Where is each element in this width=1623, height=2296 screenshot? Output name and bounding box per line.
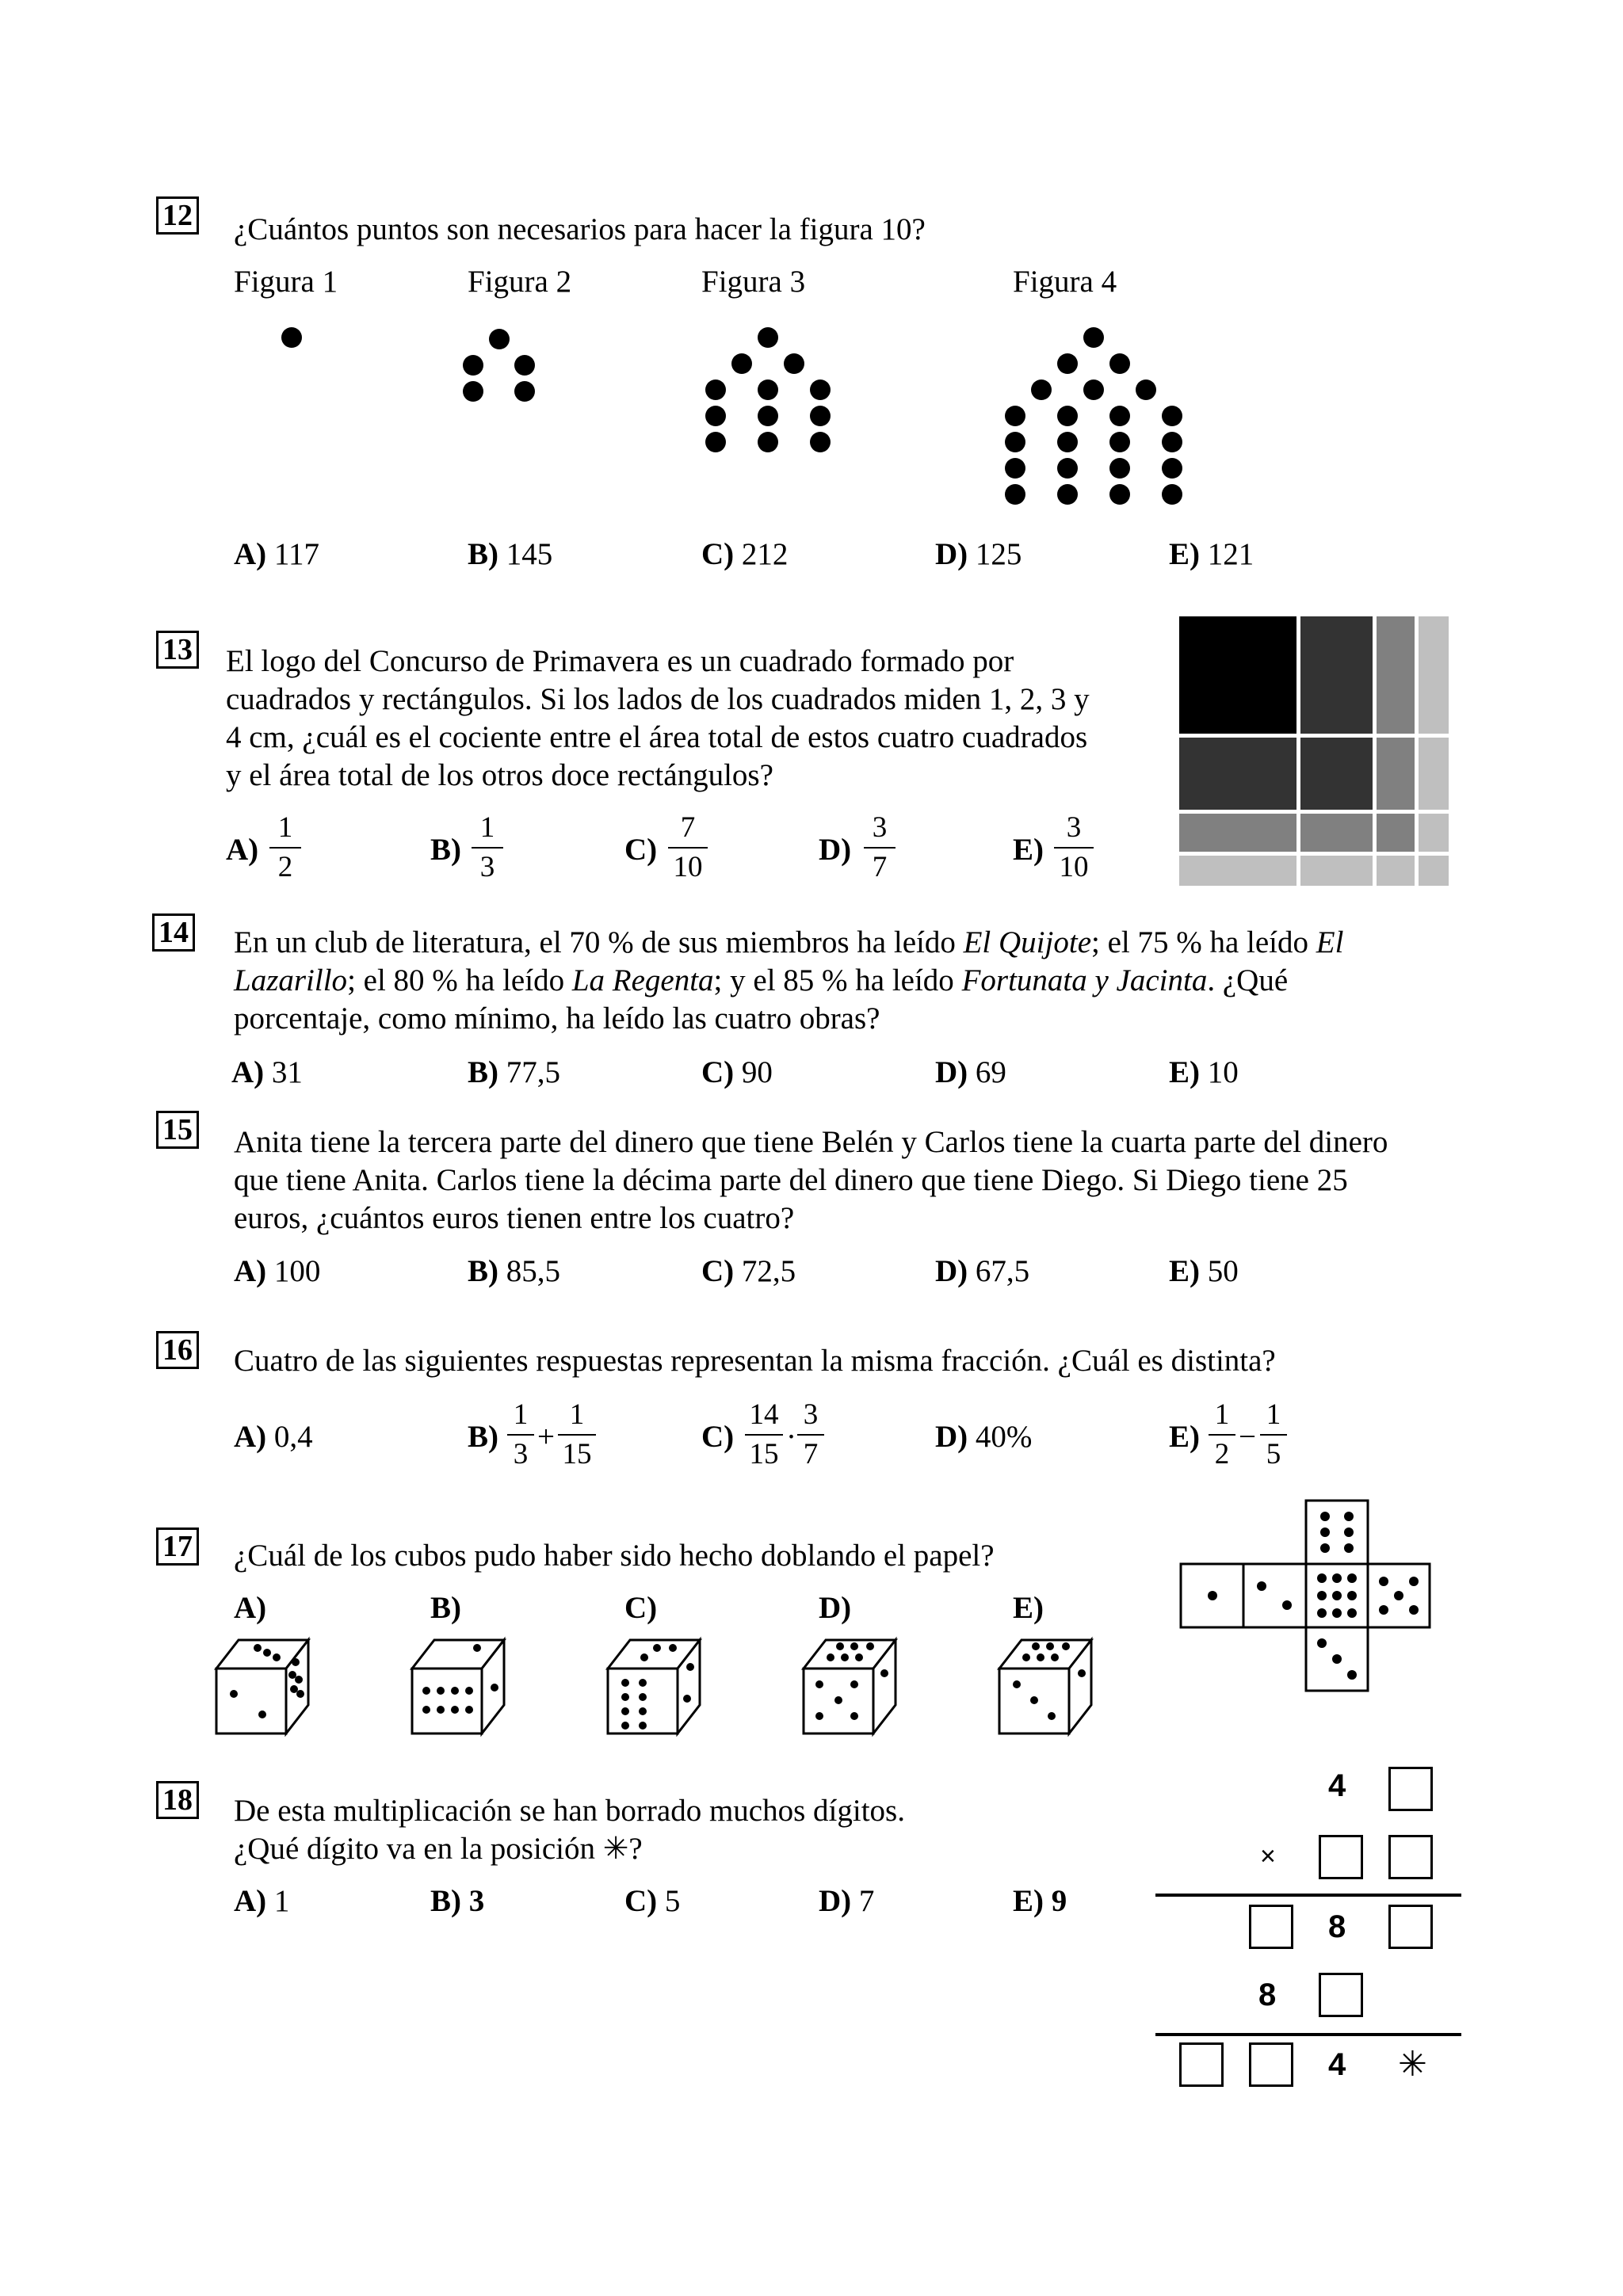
dot xyxy=(705,379,726,400)
rule-line-1 xyxy=(1155,1894,1461,1897)
logo-rect xyxy=(1419,814,1449,852)
q12-option-b[interactable]: B) 145 xyxy=(468,537,553,571)
times-sign: × xyxy=(1260,1841,1276,1871)
digit-partial-1: 8 xyxy=(1328,1909,1346,1944)
question-13-line-1: El logo del Concurso de Primavera es un cuadrado formado por xyxy=(226,644,1014,678)
question-15-line-1: Anita tiene la tercera parte del dinero que tiene Belén y Carlos tiene la cuarta parte del dinero xyxy=(234,1125,1388,1159)
q15-option-e[interactable]: E) 50 xyxy=(1169,1254,1239,1288)
dot xyxy=(1109,484,1130,505)
question-13-line-3: 4 cm, ¿cuál es el cociente entre el área total de estos cuatro cuadrados xyxy=(226,720,1088,754)
blank-box xyxy=(1319,1973,1363,2017)
q15-option-d[interactable]: D) 67,5 xyxy=(935,1254,1030,1288)
blank-box xyxy=(1319,1835,1363,1879)
q13-option-a[interactable]: A) xyxy=(226,833,259,867)
q14-option-d[interactable]: D) 69 xyxy=(935,1055,1006,1089)
dot xyxy=(784,353,804,374)
dot xyxy=(1005,484,1025,505)
dot xyxy=(1005,432,1025,452)
question-number-18: 18 xyxy=(156,1781,199,1819)
digit-result: 4 xyxy=(1328,2047,1346,2082)
question-17-text: ¿Cuál de los cubos pudo haber sido hecho doblando el papel? xyxy=(234,1539,995,1573)
q17-option-a[interactable]: A) xyxy=(234,1591,267,1625)
q17-option-b[interactable]: B) xyxy=(430,1591,461,1625)
q16-option-e[interactable]: E) xyxy=(1169,1420,1200,1454)
q14-option-c[interactable]: C) 90 xyxy=(701,1055,773,1089)
question-14-line-1: En un club de literatura, el 70 % de sus miembros ha leído El Quijote; el 75 % ha leído El xyxy=(234,925,1344,959)
blank-box xyxy=(1388,1905,1433,1949)
q12-option-a[interactable]: A) 117 xyxy=(234,537,319,571)
dot xyxy=(1005,406,1025,426)
q16-option-d[interactable]: D) 40% xyxy=(935,1420,1033,1454)
rule-line-2 xyxy=(1155,2033,1461,2036)
q16-b-fraction-1: 1 3 xyxy=(507,1399,534,1470)
q18-option-a[interactable]: A) 1 xyxy=(234,1884,290,1918)
q16-c-fraction-1: 14 15 xyxy=(745,1399,783,1470)
logo-rect xyxy=(1377,616,1415,734)
question-14-line-2: Lazarillo; el 80 % ha leído La Regenta; y el 85 % ha leído Fortunata y Jacinta. ¿Qué xyxy=(234,963,1289,997)
logo-rect xyxy=(1377,856,1415,886)
dot xyxy=(1136,379,1156,400)
logo-square-4 xyxy=(1179,616,1296,734)
question-number-14: 14 xyxy=(152,913,195,952)
dot xyxy=(514,381,535,402)
question-15-line-2: que tiene Anita. Carlos tiene la décima parte del dinero que tiene Diego. Si Diego tiene 25 xyxy=(234,1163,1348,1197)
q15-option-b[interactable]: B) 85,5 xyxy=(468,1254,560,1288)
dot xyxy=(758,327,778,348)
question-13-line-4: y el área total de los otros doce rectángulos? xyxy=(226,758,773,792)
q16-e-operator: − xyxy=(1239,1420,1256,1454)
dot xyxy=(810,406,831,426)
dot xyxy=(1057,432,1078,452)
dot-figures xyxy=(0,0,1623,523)
q16-e-fraction-2: 1 5 xyxy=(1260,1399,1287,1470)
dot xyxy=(705,432,726,452)
q12-option-e[interactable]: E) 121 xyxy=(1169,537,1254,571)
dot xyxy=(1005,458,1025,479)
logo-rect xyxy=(1179,856,1296,886)
question-15-line-3: euros, ¿cuántos euros tienen entre los cuatro? xyxy=(234,1201,795,1235)
blank-box xyxy=(1388,1835,1433,1879)
cube-option-d[interactable] xyxy=(797,1630,908,1741)
digit-partial-2: 8 xyxy=(1258,1978,1277,2012)
dot xyxy=(1162,432,1182,452)
q16-c-operator: · xyxy=(786,1420,796,1454)
blank-box xyxy=(1249,2042,1293,2087)
digit-top: 4 xyxy=(1328,1768,1346,1803)
q15-option-a[interactable]: A) 100 xyxy=(234,1254,321,1288)
logo-rect xyxy=(1179,738,1296,810)
dot xyxy=(731,353,752,374)
dot xyxy=(1162,406,1182,426)
figure-label-3: Figura 3 xyxy=(701,265,806,299)
q18-option-c[interactable]: C) 5 xyxy=(624,1884,681,1918)
q17-option-c[interactable]: C) xyxy=(624,1591,658,1625)
logo-rect xyxy=(1300,856,1373,886)
dot xyxy=(1057,353,1078,374)
figure-label-2: Figura 2 xyxy=(468,265,572,299)
q16-b-fraction-2: 1 15 xyxy=(558,1399,596,1470)
q13-fraction-d: 3 7 xyxy=(864,812,896,883)
dot xyxy=(705,406,726,426)
logo-rect xyxy=(1179,814,1296,852)
q17-option-e[interactable]: E) xyxy=(1013,1591,1044,1625)
question-13-line-2: cuadrados y rectángulos. Si los lados de los cuadrados miden 1, 2, 3 y xyxy=(226,682,1090,716)
q18-option-e[interactable]: E) 9 xyxy=(1013,1884,1067,1918)
question-16-text: Cuatro de las siguientes respuestas representan la misma fracción. ¿Cuál es distinta? xyxy=(234,1344,1276,1378)
q13-option-e[interactable]: E) xyxy=(1013,833,1044,867)
figure-label-1: Figura 1 xyxy=(234,265,338,299)
blank-box xyxy=(1388,1767,1433,1811)
question-number-17: 17 xyxy=(156,1527,199,1566)
q13-fraction-b: 1 3 xyxy=(472,812,503,883)
question-14-line-3: porcentaje, como mínimo, ha leído las cuatro obras? xyxy=(234,1001,880,1035)
logo-rect xyxy=(1419,738,1449,810)
q16-c-fraction-2: 3 7 xyxy=(797,1399,824,1470)
q14-option-b[interactable]: B) 77,5 xyxy=(468,1055,560,1089)
dot xyxy=(1031,379,1052,400)
q16-option-a[interactable]: A) 0,4 xyxy=(234,1420,313,1454)
q13-fraction-e: 3 10 xyxy=(1054,812,1094,883)
cube-option-a[interactable] xyxy=(210,1630,321,1741)
q17-option-d[interactable]: D) xyxy=(819,1591,852,1625)
dot xyxy=(514,355,535,376)
dot xyxy=(810,432,831,452)
dot xyxy=(1109,458,1130,479)
dot xyxy=(463,355,483,376)
dot xyxy=(758,432,778,452)
dot xyxy=(1057,484,1078,505)
q14-option-a[interactable]: A) 31 xyxy=(231,1055,303,1089)
question-number-16: 16 xyxy=(156,1331,199,1369)
q13-option-c[interactable]: C) xyxy=(624,833,658,867)
q16-e-fraction-1: 1 2 xyxy=(1209,1399,1235,1470)
star-icon: ✳ xyxy=(1398,2045,1427,2084)
q12-option-c[interactable]: C) 212 xyxy=(701,537,789,571)
logo-square-3 xyxy=(1300,738,1373,810)
question-number-15: 15 xyxy=(156,1111,199,1149)
dot xyxy=(281,327,302,348)
question-18-line-2: ¿Qué dígito va en la posición ✳? xyxy=(234,1832,643,1866)
primavera-logo xyxy=(1179,616,1449,886)
dot xyxy=(1083,379,1104,400)
logo-rect xyxy=(1300,814,1373,852)
q16-option-b[interactable]: B) xyxy=(468,1420,498,1454)
dot xyxy=(1109,406,1130,426)
dot xyxy=(810,379,831,400)
dot xyxy=(1083,327,1104,348)
dot xyxy=(758,379,778,400)
figure-label-4: Figura 4 xyxy=(1013,265,1117,299)
dot xyxy=(463,381,483,402)
dot xyxy=(758,406,778,426)
dot xyxy=(1057,458,1078,479)
dot xyxy=(1057,406,1078,426)
logo-rect xyxy=(1377,738,1415,810)
logo-square-2 xyxy=(1377,814,1415,852)
q13-fraction-c: 7 10 xyxy=(668,812,708,883)
logo-rect xyxy=(1419,616,1449,734)
question-18-line-1: De esta multiplicación se han borrado muchos dígitos. xyxy=(234,1794,905,1828)
q13-option-b[interactable]: B) xyxy=(430,833,461,867)
dot xyxy=(1109,353,1130,374)
dot xyxy=(1162,484,1182,505)
q12-option-d[interactable]: D) 125 xyxy=(935,537,1022,571)
q15-option-c[interactable]: C) 72,5 xyxy=(701,1254,796,1288)
dot xyxy=(1109,432,1130,452)
cube-option-e[interactable] xyxy=(993,1630,1104,1741)
cube-net xyxy=(1179,1499,1441,1694)
q18-option-d[interactable]: D) 7 xyxy=(819,1884,875,1918)
cube-option-b[interactable] xyxy=(406,1630,517,1741)
q16-option-c[interactable]: C) xyxy=(701,1420,735,1454)
dot xyxy=(1162,458,1182,479)
q14-option-e[interactable]: E) 10 xyxy=(1169,1055,1239,1089)
cube-option-c[interactable] xyxy=(601,1630,712,1741)
q13-fraction-a: 1 2 xyxy=(269,812,301,883)
logo-rect xyxy=(1300,616,1373,734)
blank-box xyxy=(1179,2042,1224,2087)
question-number-12: 12 xyxy=(156,196,199,235)
q18-option-b[interactable]: B) 3 xyxy=(430,1884,485,1918)
blank-box xyxy=(1249,1905,1293,1949)
q13-option-d[interactable]: D) xyxy=(819,833,852,867)
question-number-13: 13 xyxy=(156,631,199,669)
logo-square-1 xyxy=(1419,856,1449,886)
q16-b-operator: + xyxy=(537,1420,555,1454)
dot xyxy=(489,329,510,349)
question-12-text: ¿Cuántos puntos son necesarios para hacer la figura 10? xyxy=(234,212,926,246)
